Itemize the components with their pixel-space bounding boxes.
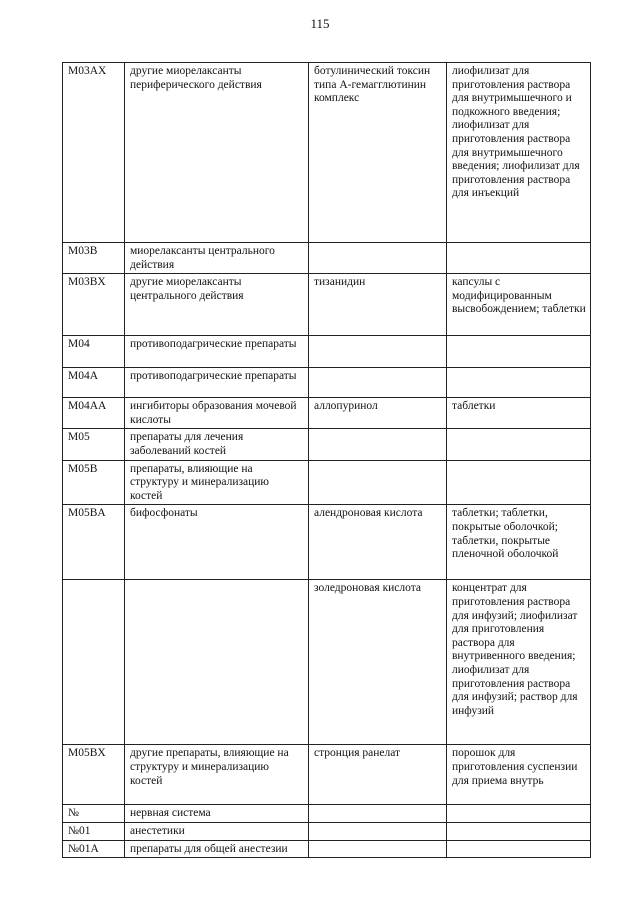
table-row bbox=[63, 336, 591, 368]
table-row bbox=[63, 274, 591, 336]
drug-name-cell: ботулинический токсин типа А-гемагглютинин комплекс bbox=[309, 63, 447, 243]
atc-code-cell: M04 bbox=[63, 336, 125, 368]
drug-group-cell: другие миорелаксанты периферического действия bbox=[125, 63, 309, 243]
dosage-form-cell: капсулы с модифицированным высвобождением; таблетки bbox=[447, 274, 591, 336]
atc-code-cell: M05B bbox=[63, 460, 125, 505]
drug-group-cell: противоподагрические препараты bbox=[125, 336, 309, 368]
atc-code-cell: M04AA bbox=[63, 398, 125, 429]
drug-group-cell: нервная система bbox=[125, 805, 309, 823]
dosage-form-cell bbox=[447, 336, 591, 368]
drug-group-cell: ингибиторы образования мочевой кислоты bbox=[125, 398, 309, 429]
drug-name-cell: алендроновая кислота bbox=[309, 505, 447, 580]
table-row bbox=[63, 745, 591, 805]
atc-code-cell: № bbox=[63, 805, 125, 823]
dosage-form-cell bbox=[447, 822, 591, 840]
drug-group-cell: препараты для лечения заболеваний костей bbox=[125, 429, 309, 460]
drug-group-cell: анестетики bbox=[125, 822, 309, 840]
table-row bbox=[63, 505, 591, 580]
atc-code-cell: M05 bbox=[63, 429, 125, 460]
table-row bbox=[63, 840, 591, 858]
dosage-form-cell: лиофилизат для приготовления раствора для внутримышечного и подкожного введения; лиофилизат для приготовления раствора для внутримышечного введения; лиофилизат для приготовления раствора для инъекций bbox=[447, 63, 591, 243]
atc-code-cell: M03BX bbox=[63, 274, 125, 336]
dosage-form-cell: порошок для приготовления суспензии для приема внутрь bbox=[447, 745, 591, 805]
atc-code-cell: M05BA bbox=[63, 505, 125, 580]
table-row bbox=[63, 429, 591, 460]
dosage-form-cell bbox=[447, 805, 591, 823]
atc-code-cell: M03B bbox=[63, 243, 125, 274]
table-row bbox=[63, 580, 591, 745]
table-row bbox=[63, 243, 591, 274]
drug-name-cell bbox=[309, 368, 447, 398]
drug-table bbox=[62, 62, 591, 858]
drug-group-cell: противоподагрические препараты bbox=[125, 368, 309, 398]
drug-group-cell: бифосфонаты bbox=[125, 505, 309, 580]
atc-code-cell: №01A bbox=[63, 840, 125, 858]
page-number: 115 bbox=[310, 16, 330, 31]
drug-name-cell: золедроновая кислота bbox=[309, 580, 447, 745]
dosage-form-cell bbox=[447, 429, 591, 460]
drug-group-cell: препараты для общей анестезии bbox=[125, 840, 309, 858]
drug-name-cell bbox=[309, 805, 447, 823]
drug-group-cell: другие препараты, влияющие на структуру и минерализацию костей bbox=[125, 745, 309, 805]
dosage-form-cell bbox=[447, 460, 591, 505]
drug-name-cell bbox=[309, 243, 447, 274]
drug-group-cell bbox=[125, 580, 309, 745]
drug-name-cell: стронция ранелат bbox=[309, 745, 447, 805]
table-row bbox=[63, 398, 591, 429]
atc-code-cell: №01 bbox=[63, 822, 125, 840]
table-row bbox=[63, 460, 591, 505]
atc-code-cell: M04A bbox=[63, 368, 125, 398]
drug-name-cell bbox=[309, 336, 447, 368]
atc-code-cell: M05BX bbox=[63, 745, 125, 805]
drug-name-cell bbox=[309, 429, 447, 460]
drug-name-cell: аллопуринол bbox=[309, 398, 447, 429]
dosage-form-cell bbox=[447, 368, 591, 398]
atc-code-cell bbox=[63, 580, 125, 745]
drug-name-cell bbox=[309, 840, 447, 858]
drug-group-cell: препараты, влияющие на структуру и минерализацию костей bbox=[125, 460, 309, 505]
dosage-form-cell: концентрат для приготовления раствора для инфузий; лиофилизат для приготовления раствора для внутривенного введения; лиофилизат для приготовления раствора для инфузий; раствор для инфузий bbox=[447, 580, 591, 745]
table-row bbox=[63, 805, 591, 823]
dosage-form-cell: таблетки bbox=[447, 398, 591, 429]
drug-group-cell: другие миорелаксанты центрального действия bbox=[125, 274, 309, 336]
dosage-form-cell bbox=[447, 243, 591, 274]
dosage-form-cell: таблетки; таблетки, покрытые оболочкой; таблетки, покрытые пленочной оболочкой bbox=[447, 505, 591, 580]
table-row bbox=[63, 368, 591, 398]
table-row bbox=[63, 822, 591, 840]
drug-name-cell bbox=[309, 460, 447, 505]
drug-group-cell: миорелаксанты центрального действия bbox=[125, 243, 309, 274]
table-row bbox=[63, 63, 591, 243]
dosage-form-cell bbox=[447, 840, 591, 858]
atc-code-cell: M03AX bbox=[63, 63, 125, 243]
drug-name-cell bbox=[309, 822, 447, 840]
drug-name-cell: тизанидин bbox=[309, 274, 447, 336]
